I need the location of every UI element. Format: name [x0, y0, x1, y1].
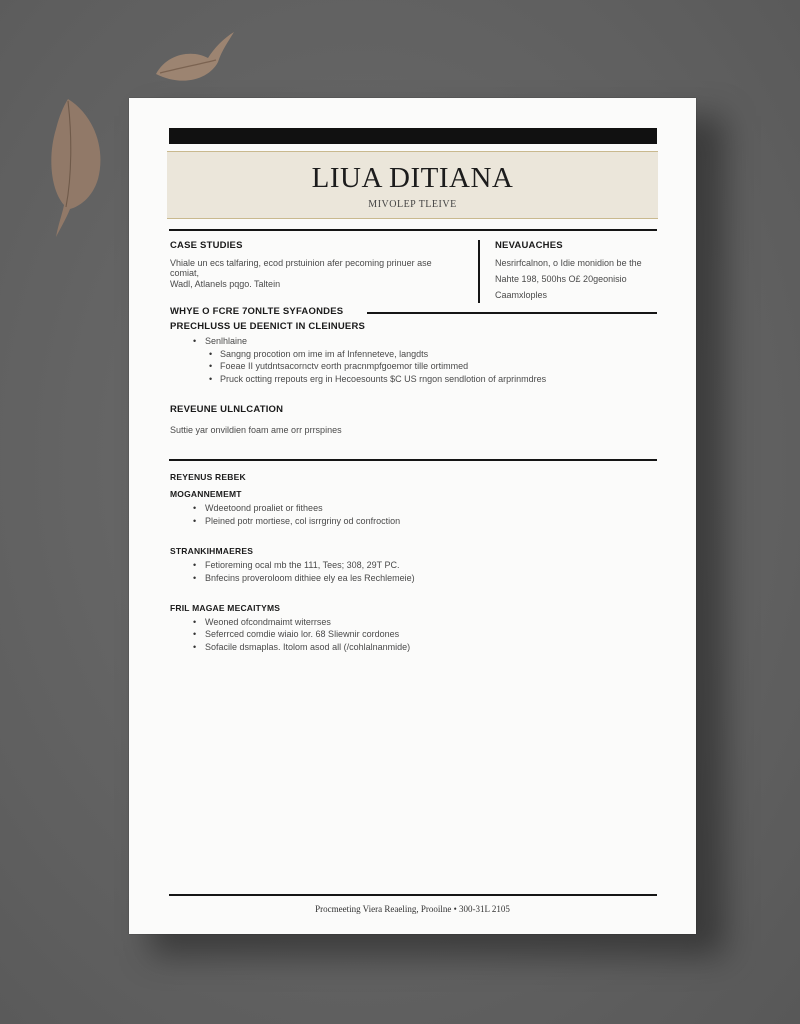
list-item: • Weoned ofcondmaimt witerrses [205, 617, 331, 627]
leaf-icon [48, 95, 108, 240]
candidate-title: MIVOLEP TLEIVE [368, 199, 457, 210]
subsection-heading: MOGANNEMEMT [170, 489, 242, 499]
candidate-name: LIUA DITIANA [311, 162, 514, 194]
leaf-icon [150, 28, 240, 90]
header-bar [169, 128, 657, 144]
subsection-heading: FRIL MAGAE MECAITYMS [170, 603, 281, 613]
section-rule-label: WHYE O FCRE 7ONLTE SYFAONDES [170, 306, 349, 317]
subsection-heading: STRANKIHMAERES [170, 546, 254, 556]
list-item: • Foeae II yutdntsacornctv eorth pracnmpfgoemor tille ortimmed [220, 361, 468, 371]
name-banner [167, 151, 658, 219]
case-studies-line: comiat, [170, 268, 200, 278]
list-item: • Bnfecins proveroloom dithiee ely ea les Rechlemeie) [205, 573, 415, 583]
resume-page [129, 98, 696, 934]
precheus-heading: PRECHLUSS UE DEENICT IN CLEINUERS [170, 321, 366, 332]
revenue-text: Suttie yar onvildien foam ame orr prrspines [170, 425, 342, 435]
column-divider [478, 240, 480, 303]
side-box-line: Caamxloples [495, 290, 548, 300]
list-item: • Sofacile dsmaplas. Itolom asod all (/cohlalnanmide) [205, 642, 410, 652]
footer-contact: Procmeeting Viera Reaeling, Prooilne • 300-31L 2105 [315, 904, 510, 914]
case-studies-heading: CASE STUDIES [170, 240, 243, 251]
reyenus-heading: REYENUS REBEK [170, 472, 246, 482]
divider [169, 229, 657, 231]
list-item: • Senlhlaine [205, 336, 247, 346]
case-studies-line: Wadl, Atlanels pqgo. Taltein [170, 279, 281, 289]
divider [367, 312, 657, 314]
side-box-line: Nahte 198, 500hs O£ 20geonisio [495, 274, 627, 284]
case-studies-line: Vhiale un ecs talfaring, ecod prstuinion afer pecoming prinuer ase [170, 258, 432, 268]
side-box-heading: NEVAUACHES [495, 240, 563, 251]
list-item: • Seferrced comdie wiaio lor. 68 Sliewnir cordones [205, 629, 399, 639]
list-item: • Pruck octting rrepouts erg in Hecoesounts $C US rngon sendlotion of arprinmdres [220, 374, 546, 384]
list-item: • Pleined potr mortiese, col isrrgriny od confroction [205, 516, 400, 526]
revenue-heading: REVEUNE ULNLCATION [170, 404, 284, 415]
list-item: • Sangng procotion om ime im af Infenneteve, langdts [220, 349, 428, 359]
side-box-line: Nesrirfcalnon, o Idie monidion be the [495, 258, 642, 268]
list-item: • Fetioreming ocal mb the 111, Tees; 308, 29T PC. [205, 560, 399, 570]
divider [169, 459, 657, 461]
divider [169, 894, 657, 896]
list-item: • Wdeetoond proaliet or fithees [205, 503, 323, 513]
